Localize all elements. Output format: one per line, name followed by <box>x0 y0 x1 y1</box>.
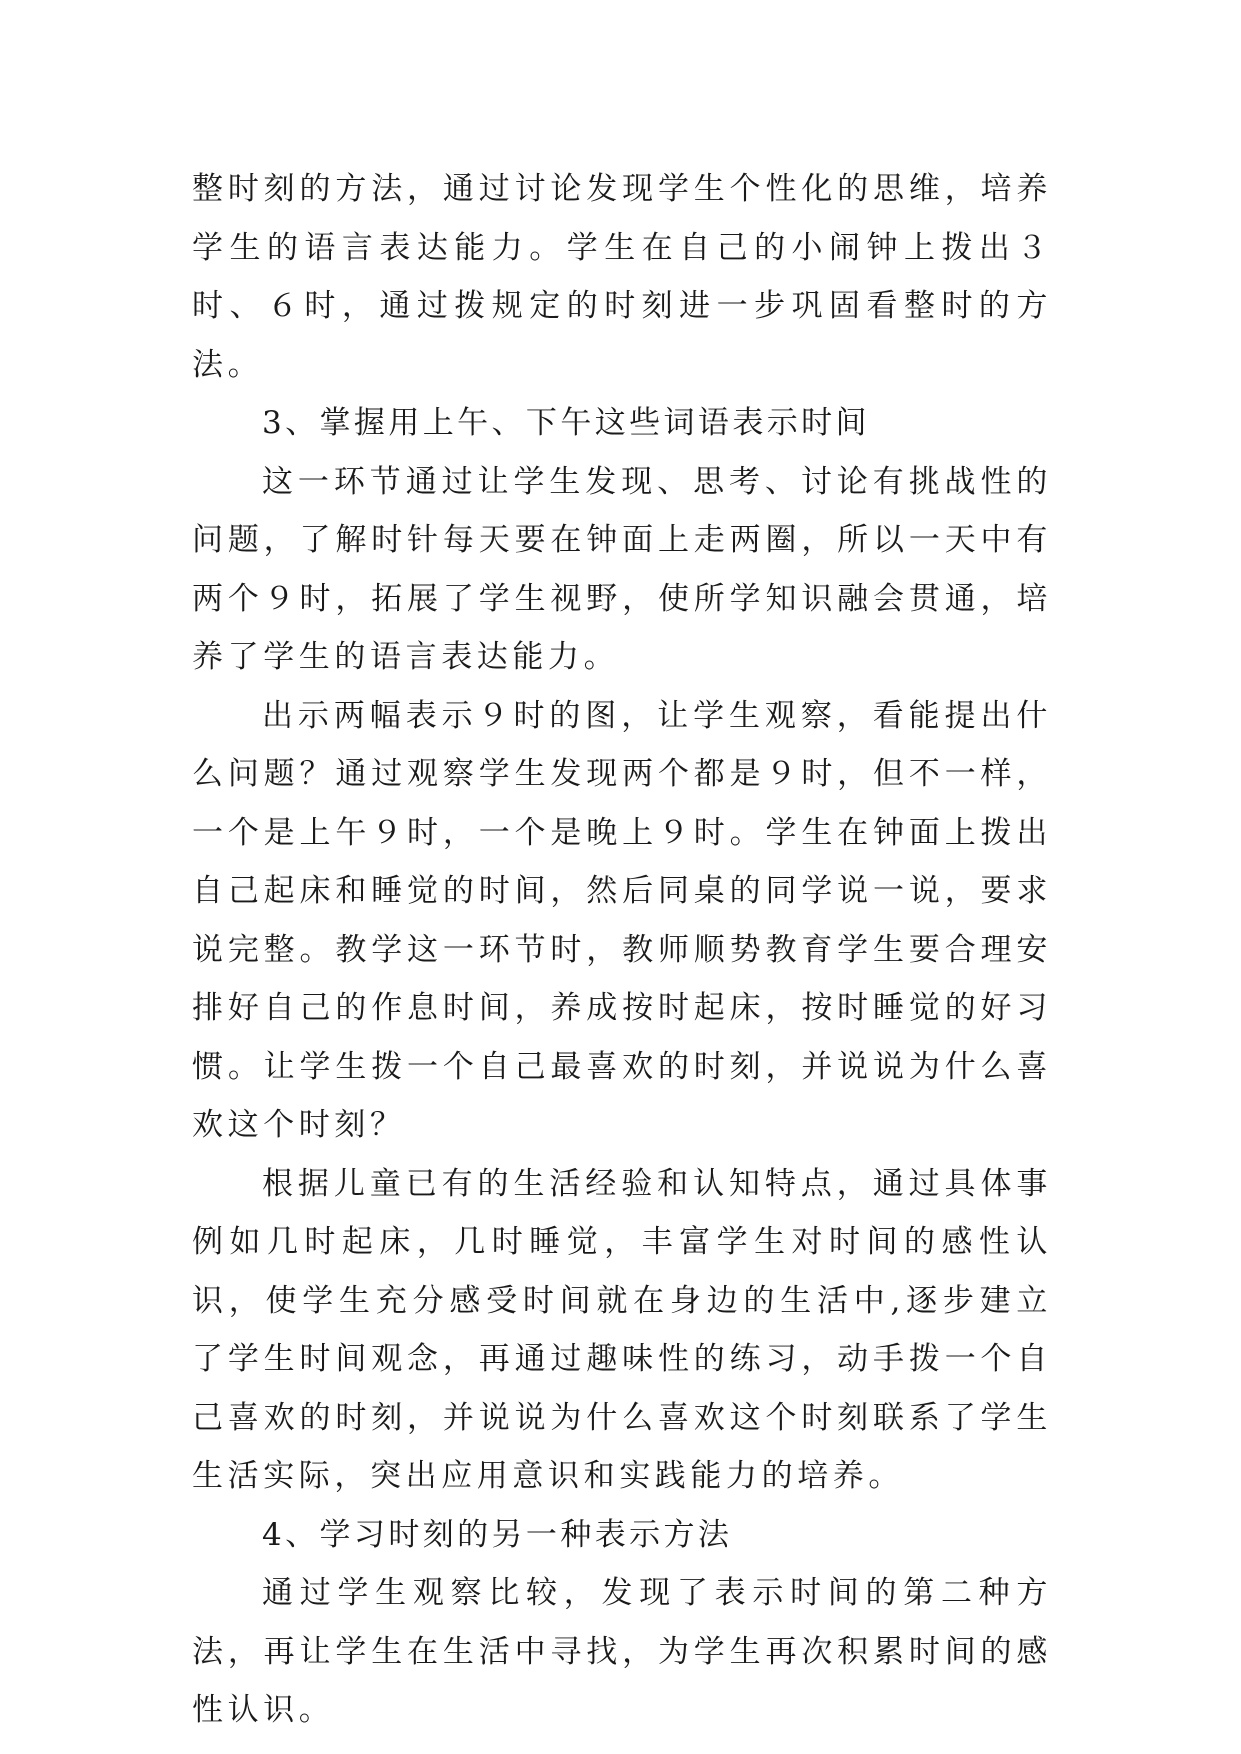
section-heading-3: 3、掌握用上午、下午这些词语表示时间 <box>262 405 870 441</box>
paragraph-continuation: 整时刻的方法，通过讨论发现学生个性化的思维，培养学生的语言表达能力。学生在自己的小闹钟上拨出３时、６时，通过拨规定的时刻进一步巩固看整时的方法。 <box>192 171 1052 383</box>
section-heading-4: 4、学习时刻的另一种表示方法 <box>262 1516 733 1553</box>
paragraph-body: 根据儿童已有的生活经验和认知特点，通过具体事例如几时起床，几时睡觉，丰富学生对时间的感性认识，使学生充分感受时间就在身边的生活中,逐步建立了学生时间观念，再通过趣味性的练习，动手拨一个自己喜欢的时刻，并说说为什么喜欢这个时刻联系了学生生活实际，突出应用意识和实践能力的培养。 <box>192 1165 1052 1494</box>
paragraph-body: 这一环节通过让学生发现、思考、讨论有挑战性的问题，了解时针每天要在钟面上走两圈，所以一天中有两个９时，拓展了学生视野，使所学知识融会贯通，培养了学生的语言表达能力。 <box>192 463 1052 675</box>
document-body <box>192 160 1052 1740</box>
paragraph-body: 通过学生观察比较，发现了表示时间的第二种方法，再让学生在生活中寻找，为学生再次积累时间的感性认识。 <box>192 1575 1052 1728</box>
paragraph-body: 出示两幅表示９时的图，让学生观察，看能提出什么问题？通过观察学生发现两个都是９时，但不一样，一个是上午９时，一个是晚上９时。学生在钟面上拨出自己起床和睡觉的时间，然后同桌的同学说一说，要求说完整。教学这一环节时，教师顺势教育学生要合理安排好自己的作息时间，养成按时起床，按时睡觉的好习惯。让学生拨一个自己最喜欢的时刻，并说说为什么喜欢这个时刻？ <box>192 697 1052 1143</box>
